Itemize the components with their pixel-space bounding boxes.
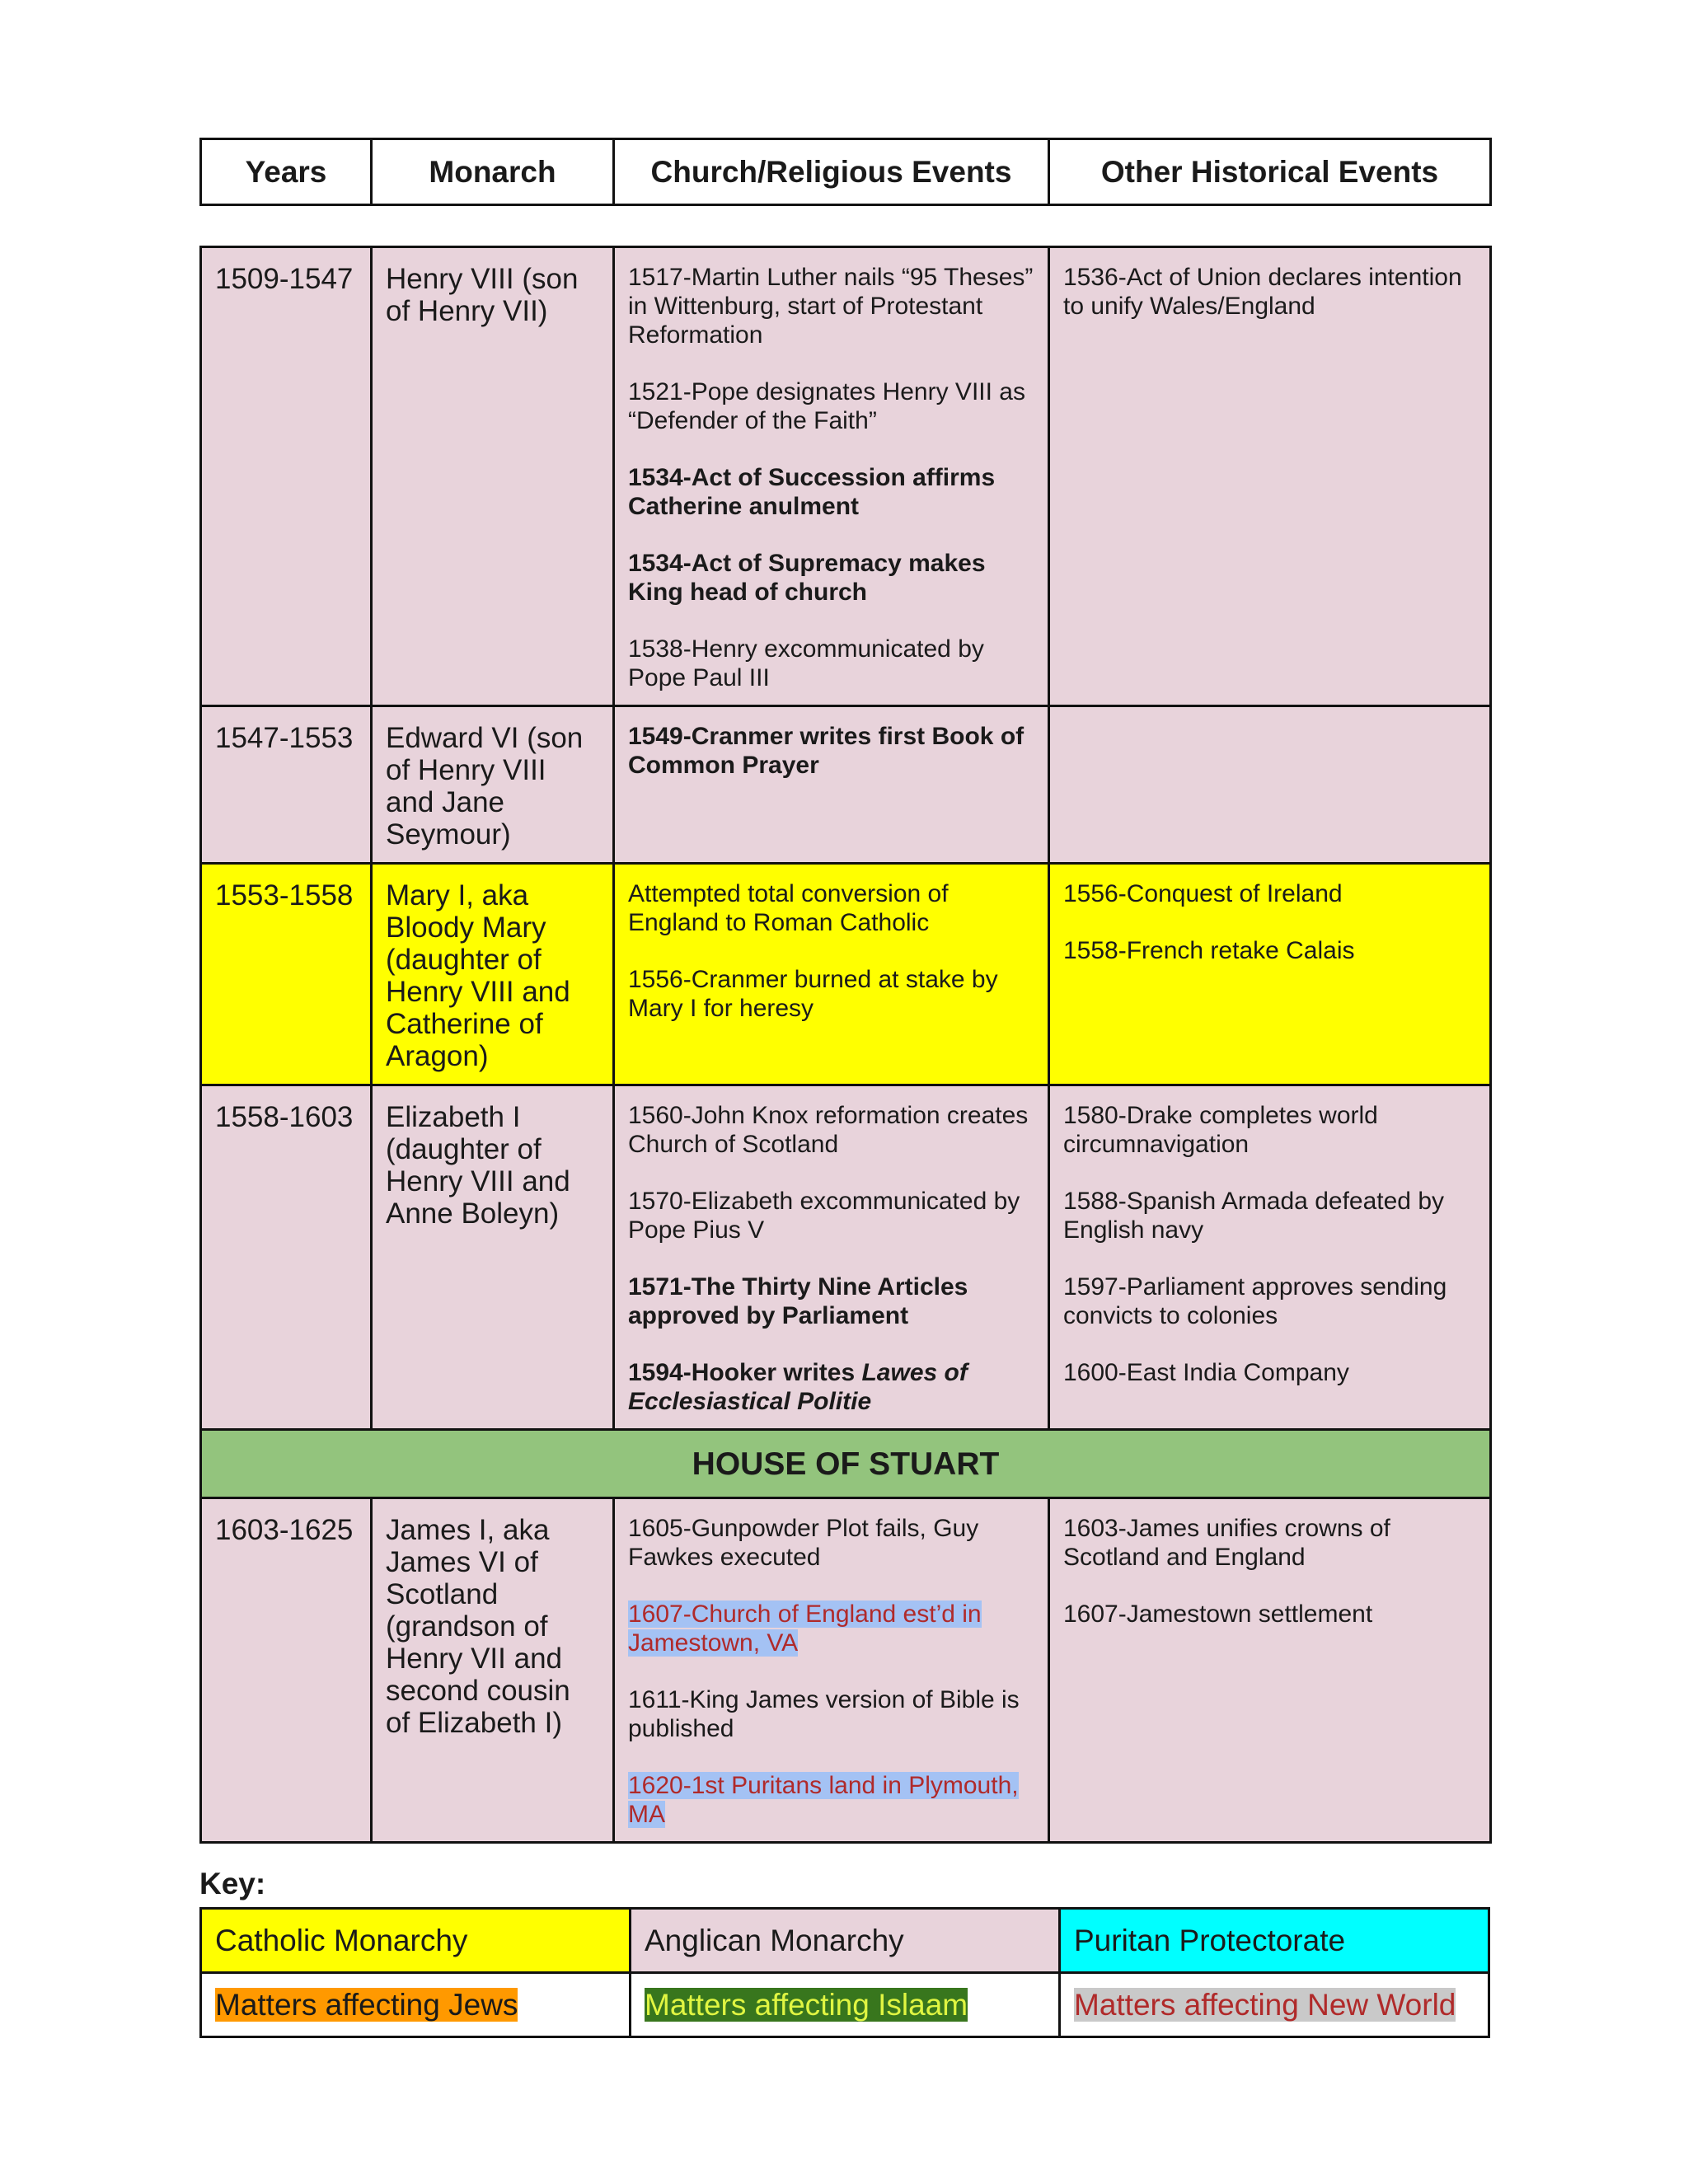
key-row: [201, 1973, 1489, 2037]
key-catholic-monarchy: Catholic Monarchy: [201, 1909, 631, 1973]
key-row: [201, 1909, 1489, 1973]
table-row: [201, 1085, 1491, 1430]
key-anglican-monarchy: Anglican Monarchy: [631, 1909, 1060, 1973]
key-label: Key:: [199, 1867, 266, 1900]
event: [628, 1358, 1034, 1416]
event: 1556-Cranmer burned at stake by Mary I for heresy: [628, 966, 998, 1022]
event: 1517-Martin Luther nails “95 Theses” in Wittenburg, start of Protestant Reformation: [628, 264, 1034, 349]
event: 1560-John Knox reformation creates Church of Scotland: [628, 1102, 1029, 1158]
years-cell: 1558-1603: [201, 1085, 372, 1430]
house-banner-row: [201, 1430, 1491, 1498]
new-world-event: 1607-Church of England est’d in Jamestown, VA: [628, 1601, 982, 1657]
other-events-cell: [1049, 1085, 1491, 1430]
other-events-cell: [1049, 1498, 1491, 1843]
years-cell: 1547-1553: [201, 706, 372, 864]
other-events-cell: [1049, 706, 1491, 864]
key-islam-cell: [631, 1973, 1060, 2037]
event: 1605-Gunpowder Plot fails, Guy Fawkes executed: [628, 1515, 979, 1571]
key-matters-new-world: Matters affecting New World: [1074, 1987, 1456, 2022]
church-events-cell: [614, 1085, 1049, 1430]
header-church-events: Church/Religious Events: [614, 139, 1049, 205]
event: [628, 1771, 1034, 1829]
header-row: [201, 139, 1491, 205]
event: 1549-Cranmer writes first Book of Common Prayer: [628, 723, 1025, 779]
key-puritan-protectorate: Puritan Protectorate: [1060, 1909, 1489, 1973]
event: 1556-Conquest of Ireland: [1063, 880, 1343, 907]
monarch-cell: Edward VI (son of Henry VIII and Jane Seymour): [372, 706, 614, 864]
other-events-cell: [1049, 864, 1491, 1085]
key-matters-islam: Matters affecting Islaam: [645, 1987, 968, 2022]
church-events-cell: [614, 247, 1049, 706]
event: 1538-Henry excommunicated by Pope Paul III: [628, 635, 984, 691]
event: 1607-Jamestown settlement: [1063, 1601, 1373, 1628]
key-matters-jews: Matters affecting Jews: [215, 1987, 518, 2022]
event: 1588-Spanish Armada defeated by English navy: [1063, 1188, 1444, 1244]
event: Attempted total conversion of England to Roman Catholic: [628, 880, 949, 936]
church-events-cell: [614, 864, 1049, 1085]
new-world-event: 1620-1st Puritans land in Plymouth, MA: [628, 1772, 1019, 1828]
event: 1603-James unifies crowns of Scotland and England: [1063, 1515, 1390, 1571]
monarch-cell: Mary I, aka Bloody Mary (daughter of Henry VIII and Catherine of Aragon): [372, 864, 614, 1085]
other-events-cell: [1049, 247, 1491, 706]
monarch-cell: Henry VIII (son of Henry VII): [372, 247, 614, 706]
monarch-cell: Elizabeth I (daughter of Henry VIII and Anne Boleyn): [372, 1085, 614, 1430]
monarch-cell: James I, aka James VI of Scotland (grandson of Henry VII and second cousin of Elizabeth I): [372, 1498, 614, 1843]
house-of-stuart-banner: HOUSE OF STUART: [201, 1430, 1491, 1498]
key-new-world-cell: [1060, 1973, 1489, 2037]
book-title: Lawes of Ecclesiastical Politie: [628, 1359, 968, 1415]
church-events-cell: [614, 1498, 1049, 1843]
event: 1597-Parliament approves sending convicts to colonies: [1063, 1273, 1447, 1329]
event: 1600-East India Company: [1063, 1359, 1349, 1386]
event: 1534-Act of Succession affirms Catherine anulment: [628, 464, 996, 520]
years-cell: 1509-1547: [201, 247, 372, 706]
table-row: [201, 864, 1491, 1085]
event: 1580-Drake completes world circumnavigation: [1063, 1102, 1378, 1158]
header-monarch: Monarch: [372, 139, 614, 205]
event: 1534-Act of Supremacy makes King head of church: [628, 550, 986, 606]
years-cell: 1603-1625: [201, 1498, 372, 1843]
event: 1536-Act of Union declares intention to unify Wales/England: [1063, 264, 1462, 320]
key-jews-cell: [201, 1973, 631, 2037]
event-text: 1594-Hooker writes: [628, 1359, 862, 1386]
table-row: [201, 1498, 1491, 1843]
event: 1570-Elizabeth excommunicated by Pope Pius V: [628, 1188, 1020, 1244]
event: [628, 1600, 1034, 1657]
event: 1521-Pope designates Henry VIII as “Defender of the Faith”: [628, 378, 1025, 434]
table-row: [201, 247, 1491, 706]
event: 1558-French retake Calais: [1063, 937, 1355, 964]
event: 1571-The Thirty Nine Articles approved by Parliament: [628, 1273, 968, 1329]
header-other-events: Other Historical Events: [1049, 139, 1491, 205]
timeline-table: [199, 246, 1492, 1844]
key-table: [199, 1907, 1490, 2038]
years-cell: 1553-1558: [201, 864, 372, 1085]
event: 1611-King James version of Bible is published: [628, 1686, 1020, 1742]
header-years: Years: [201, 139, 372, 205]
church-events-cell: [614, 706, 1049, 864]
header-table: [199, 138, 1492, 206]
table-row: [201, 706, 1491, 864]
